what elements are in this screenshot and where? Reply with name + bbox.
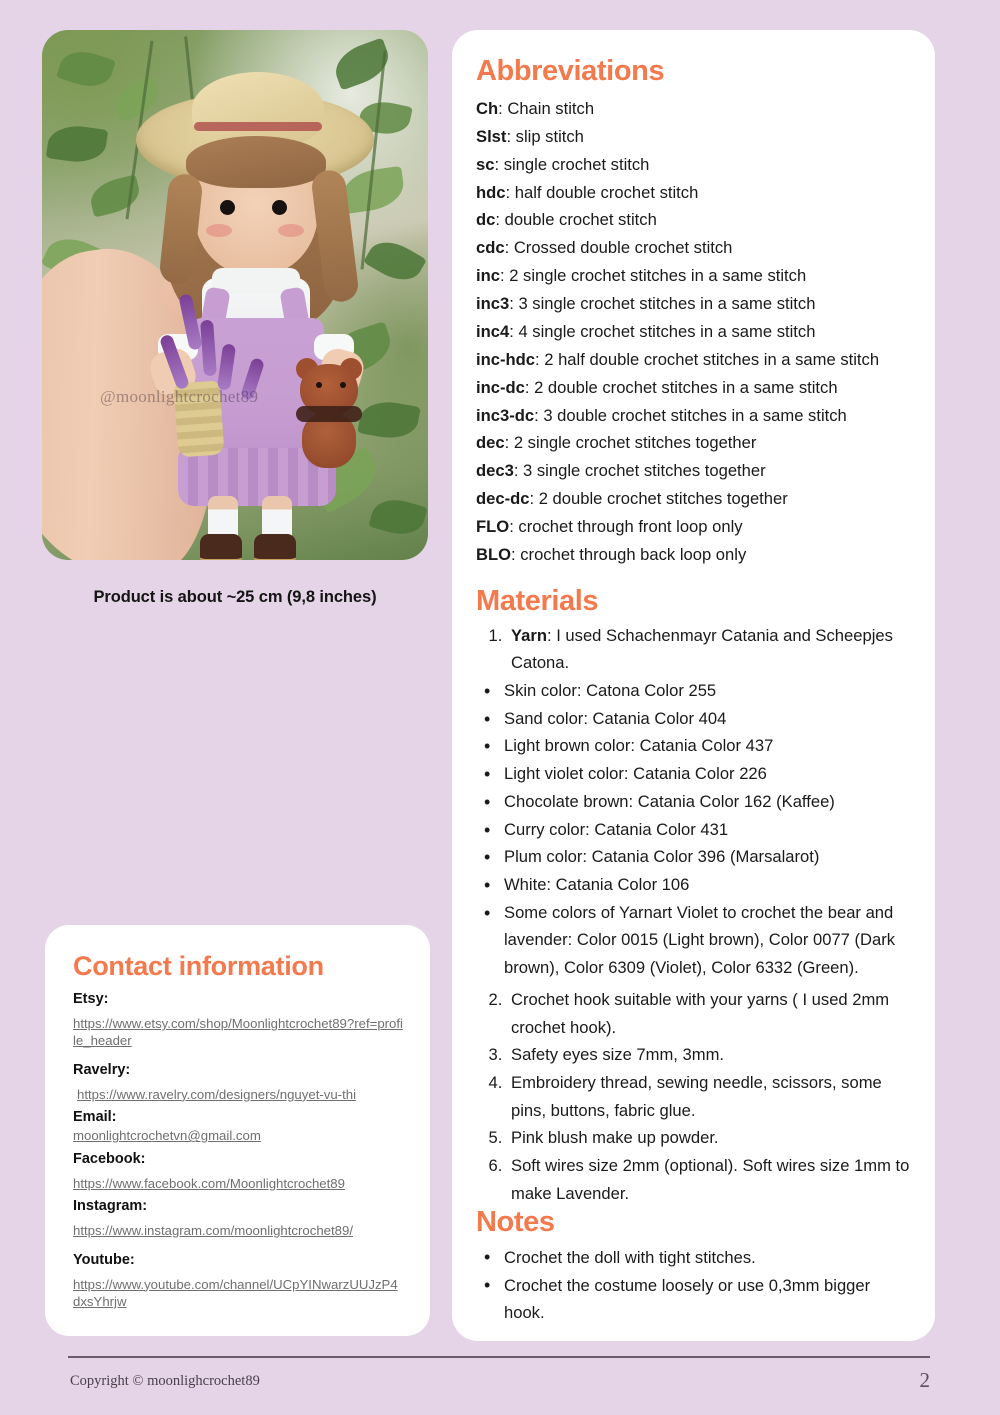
abbreviation-term: dc	[476, 210, 496, 230]
abbreviation-term: sc	[476, 154, 495, 174]
yarn-color-item: • Chocolate brown: Catania Color 162 (Kaffee)	[478, 788, 911, 816]
notes-item: • Crochet the doll with tight stitches.	[478, 1244, 911, 1272]
doll-eye-left	[220, 200, 235, 215]
contact-information-card	[45, 925, 430, 1336]
teddy-bear-collar	[296, 406, 362, 422]
abbreviation-definition: : slip stitch	[506, 126, 584, 146]
contact-link-etsy[interactable]: https://www.etsy.com/shop/Moonlightcrochet89?ref=profile_header	[73, 1016, 403, 1049]
abbreviation-item	[476, 290, 911, 318]
doll-eye-right	[272, 200, 287, 215]
abbreviation-definition: : 2 half double crochet stitches in a same stitch	[535, 349, 880, 369]
abbreviation-item	[476, 206, 911, 234]
abbreviation-definition: : crochet through back loop only	[511, 544, 747, 564]
product-photo	[42, 30, 428, 560]
left-column	[42, 30, 428, 607]
abbreviation-item	[476, 485, 911, 513]
materials-item: 4. Embroidery thread, sewing needle, scissors, some pins, buttons, fabric glue.	[507, 1069, 911, 1124]
abbreviation-term: inc-dc	[476, 377, 525, 397]
teddy-bear-eye	[316, 382, 322, 388]
yarn-color-item: • Curry color: Catania Color 431	[478, 816, 911, 844]
contact-title: Contact information	[73, 951, 324, 981]
abbreviation-item	[476, 151, 911, 179]
abbreviation-item	[476, 374, 911, 402]
contact-label-etsy: Etsy:	[73, 991, 109, 1007]
footer-copyright: Copyright © moonlighcrochet89	[70, 1373, 260, 1389]
yarn-color-item: • Light brown color: Catania Color 437	[478, 732, 911, 760]
abbreviation-item	[476, 402, 911, 430]
leaf-icon	[87, 174, 143, 217]
abbreviation-item	[476, 262, 911, 290]
abbreviation-definition: : 3 single crochet stitches together	[513, 461, 766, 481]
abbreviation-definition: : single crochet stitch	[494, 154, 650, 174]
materials-item-yarn	[507, 622, 911, 677]
stem-icon	[361, 50, 387, 269]
abbreviation-item	[476, 541, 911, 569]
abbreviation-definition: : crochet through front loop only	[509, 517, 743, 537]
straw-hat-crown	[192, 72, 324, 146]
leaf-icon	[46, 122, 108, 166]
contact-label-email: Email:	[73, 1109, 117, 1126]
contact-label-instagram: Instagram:	[73, 1198, 148, 1215]
abbreviation-term: dec3	[476, 461, 514, 481]
abbreviation-definition: : double crochet stitch	[495, 210, 657, 230]
abbreviation-term: inc3-dc	[476, 405, 535, 425]
abbreviation-definition: : 2 double crochet stitches together	[529, 489, 788, 509]
abbreviation-item	[476, 513, 911, 541]
abbreviation-item	[476, 95, 911, 123]
leaf-icon	[368, 493, 427, 540]
leaf-icon	[363, 233, 427, 289]
yarn-color-item: • Sand color: Catania Color 404	[478, 705, 911, 733]
contact-label-ravelry: Ravelry:	[73, 1061, 131, 1078]
doll-fringe	[186, 136, 326, 188]
abbreviation-definition: : 3 double crochet stitches in a same stitch	[534, 405, 847, 425]
materials-item: 5. Pink blush make up powder.	[507, 1124, 911, 1152]
abbreviation-item	[476, 179, 911, 207]
yarn-color-item: • Plum color: Catania Color 396 (Marsalarot)	[478, 843, 911, 871]
doll-shoe-left	[200, 534, 242, 560]
abbreviation-term: cdc	[476, 238, 505, 258]
abbreviation-definition: : half double crochet stitch	[505, 182, 699, 202]
footer-divider	[68, 1356, 930, 1358]
abbreviation-item	[476, 429, 911, 457]
abbreviation-definition: : 4 single crochet stitches in a same stitch	[509, 321, 816, 341]
abbreviation-definition: : 2 single crochet stitches in a same stitch	[499, 266, 807, 286]
abbreviation-term: hdc	[476, 182, 506, 202]
product-photo-card	[42, 30, 428, 560]
page-number: 2	[919, 1368, 930, 1392]
abbreviation-item	[476, 457, 911, 485]
materials-list	[476, 622, 911, 677]
abbreviation-term: inc3	[476, 294, 510, 314]
abbreviations-list	[476, 95, 911, 569]
photo-caption: Product is about ~25 cm (9,8 inches)	[93, 588, 377, 606]
yarn-color-item: • Some colors of Yarnart Violet to crochet the bear and lavender: Color 0015 (Light brown), Color 0077 (Dark brown), Color 6309 (Violet), Color 6332 (Green).	[478, 899, 911, 982]
abbreviation-item	[476, 234, 911, 262]
leaf-icon	[56, 45, 116, 93]
contact-link-ravelry[interactable]: https://www.ravelry.com/designers/nguyet-vu-thi	[77, 1086, 356, 1102]
materials-yarn-text: : I used Schachenmayr Catania and Scheepjes Catona.	[511, 625, 893, 673]
contact-label-facebook: Facebook:	[73, 1150, 146, 1167]
materials-yarn-label: Yarn	[511, 625, 547, 645]
abbreviation-term: Slst	[476, 126, 507, 146]
contact-link-instagram[interactable]: https://www.instagram.com/moonlightcrochet89/	[73, 1223, 353, 1239]
hat-band	[194, 122, 322, 131]
abbreviation-term: dec	[476, 433, 505, 453]
doll-shoe-right	[254, 534, 296, 560]
notes-item: • Crochet the costume loosely or use 0,3mm bigger hook.	[478, 1272, 911, 1327]
materials-list-continued	[476, 986, 911, 1208]
abbreviation-term: dec-dc	[476, 489, 530, 509]
yarn-color-item: • White: Catania Color 106	[478, 871, 911, 899]
yarn-color-item: • Light violet color: Catania Color 226	[478, 760, 911, 788]
abbreviation-definition: : 3 single crochet stitches in a same stitch	[509, 294, 816, 314]
abbreviations-title: Abbreviations	[476, 55, 665, 87]
materials-item: 2. Crochet hook suitable with your yarns ( I used 2mm crochet hook).	[507, 986, 911, 1041]
abbreviation-definition: : 2 double crochet stitches in a same stitch	[524, 377, 838, 397]
contact-link-email[interactable]: moonlightcrochetvn@gmail.com	[73, 1128, 261, 1144]
abbreviation-definition: : 2 single crochet stitches together	[504, 433, 757, 453]
teddy-bear-eye	[340, 382, 346, 388]
abbreviation-item	[476, 123, 911, 151]
yarn-color-list	[476, 677, 911, 982]
notes-title: Notes	[476, 1206, 555, 1239]
materials-item: 6. Soft wires size 2mm (optional). Soft wires size 1mm to make Lavender.	[507, 1152, 911, 1207]
notes-list	[476, 1244, 911, 1327]
leaf-icon	[357, 397, 420, 443]
abbreviation-definition: : Chain stitch	[498, 98, 595, 118]
abbreviation-term: inc	[476, 266, 500, 286]
abbreviation-term: inc-hdc	[476, 349, 536, 369]
materials-item: 3. Safety eyes size 7mm, 3mm.	[507, 1041, 911, 1069]
abbreviation-item	[476, 318, 911, 346]
abbreviation-term: Ch	[476, 98, 499, 118]
abbreviation-term: inc4	[476, 321, 510, 341]
abbreviation-term: FLO	[476, 517, 510, 537]
doll-blush-right	[278, 224, 304, 237]
contact-label-youtube: Youtube:	[73, 1251, 135, 1268]
abbreviation-term: BLO	[476, 544, 512, 564]
crochet-doll	[150, 82, 360, 552]
abbreviation-item	[476, 346, 911, 374]
doll-blush-left	[206, 224, 232, 237]
instructions-card	[452, 30, 935, 1341]
contact-link-youtube[interactable]: https://www.youtube.com/channel/UCpYINwarzUUJzP4dxsYhrjw	[73, 1276, 398, 1309]
yarn-color-item: • Skin color: Catona Color 255	[478, 677, 911, 705]
photo-watermark: @moonlightcrochet89	[100, 387, 259, 406]
contact-link-facebook[interactable]: https://www.facebook.com/Moonlightcrochet89	[73, 1175, 345, 1191]
materials-title: Materials	[476, 584, 599, 617]
abbreviation-definition: : Crossed double crochet stitch	[504, 238, 733, 258]
